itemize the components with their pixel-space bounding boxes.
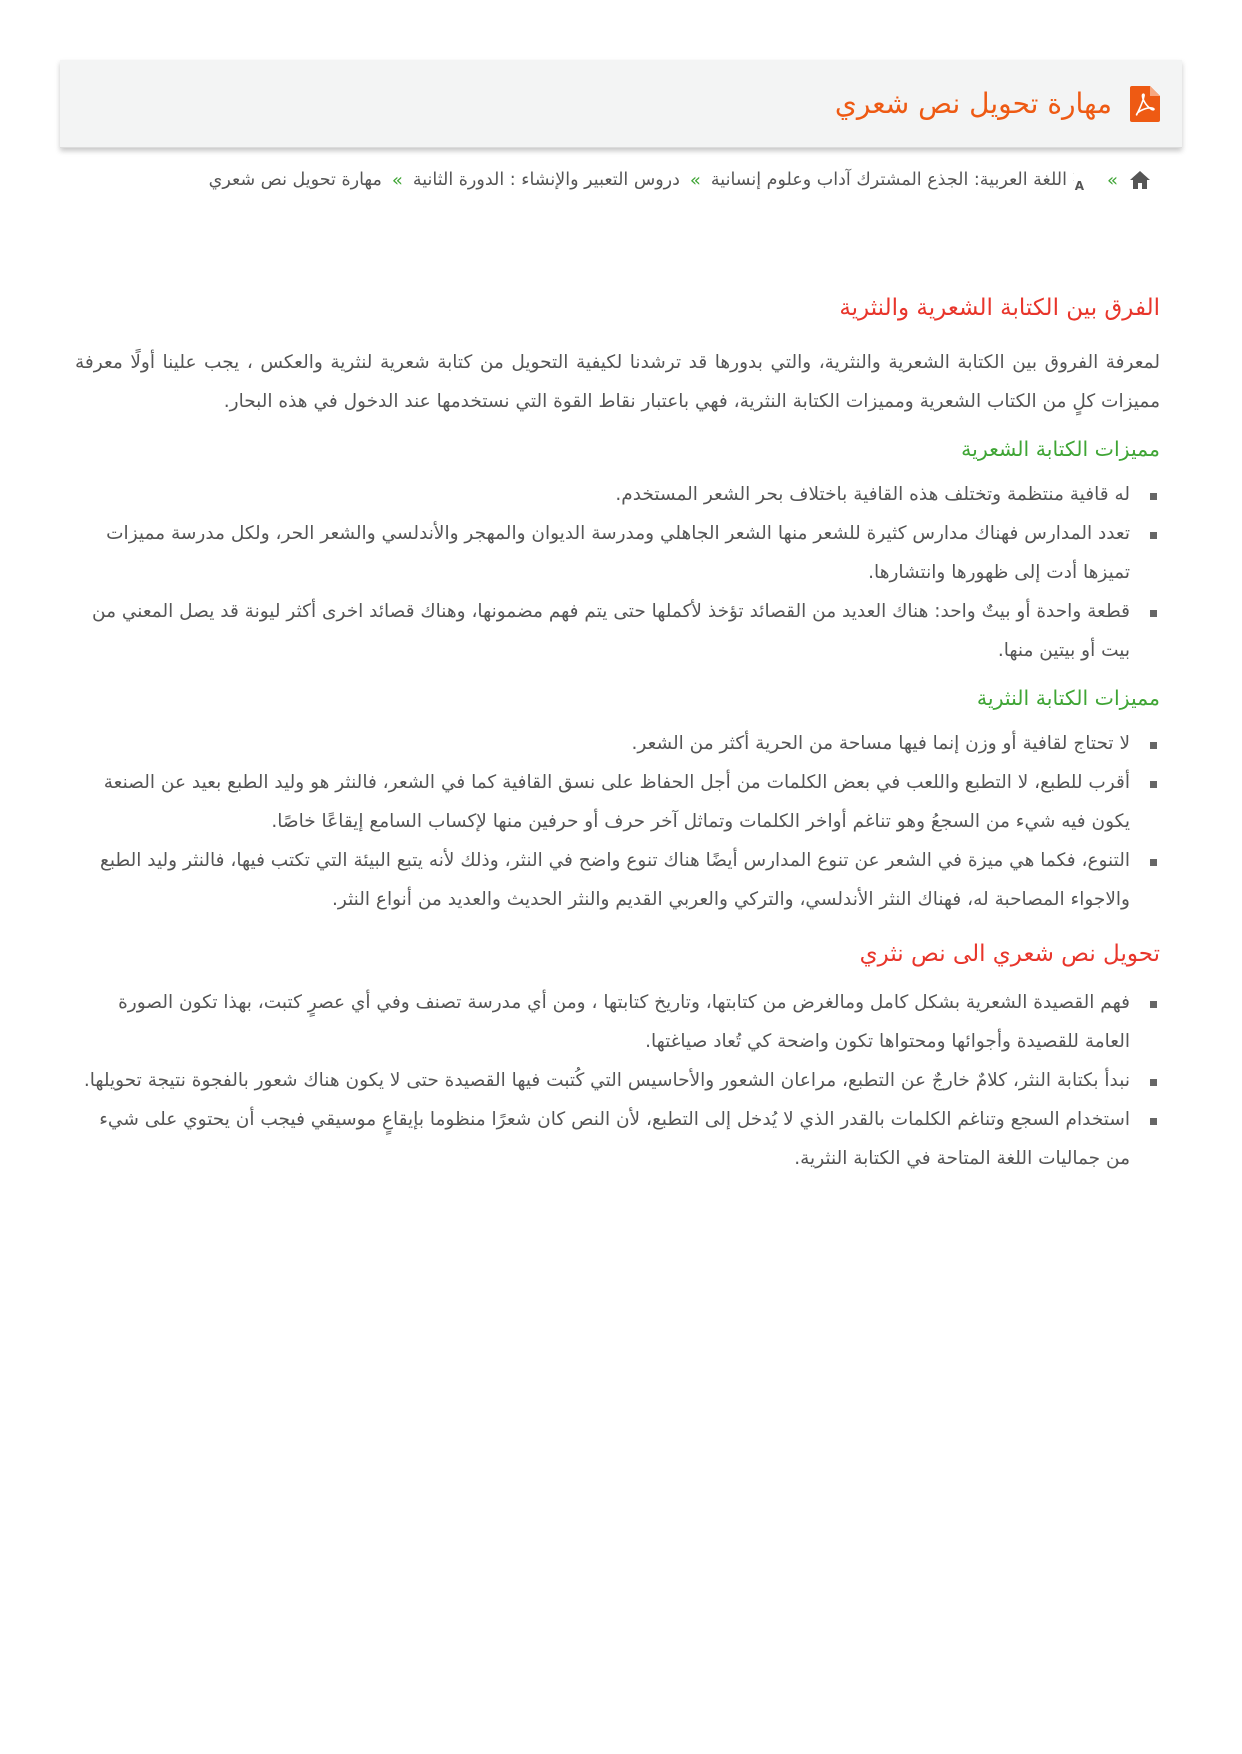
bullet-list xyxy=(75,724,1160,919)
list-item: استخدام السجع وتناغم الكلمات بالقدر الذي لا يُدخل إلى التطبع، لأن النص كان شعرًا منظوما بإيقاعٍ موسيقي فيجب أن يحتوي على شيء من جماليات اللغة المتاحة في الكتابة النثرية. xyxy=(75,1100,1130,1178)
list-item: فهم القصيدة الشعرية بشكل كامل ومالغرض من كتابتها، وتاريخ كتابتها ، ومن أي مدرسة تصنف وفي أي عصرٍ كتبت، بهذا تكون الصورة العامة للقصيدة وأجوائها ومحتواها تكون واضحة كي تُعاد صياغتها. xyxy=(75,983,1130,1061)
breadcrumb xyxy=(60,168,1152,192)
bullet-list xyxy=(75,983,1160,1178)
subsection-title: مميزات الكتابة النثرية xyxy=(976,686,1160,710)
breadcrumb-separator: » xyxy=(391,169,403,191)
pdf-icon[interactable] xyxy=(1130,86,1160,122)
translate-icon xyxy=(1073,168,1097,192)
article-content xyxy=(75,295,1160,1178)
list-item: التنوع، فكما هي ميزة في الشعر عن تنوع المدارس أيضًا هناك تنوع واضح في النثر، وذلك لأنه يتبع البيئة التي تكتب فيها، فالنثر وليد الطبع والاجواء المصاحبة له، فهناك النثر الأندلسي، والتركي والعربي القديم والنثر الحديث والعديد من أنواع النثر. xyxy=(75,841,1130,919)
page-title: مهارة تحويل نص شعري xyxy=(834,87,1112,120)
page-header xyxy=(60,60,1182,148)
intro-paragraph: لمعرفة الفروق بين الكتابة الشعرية والنثرية، والتي بدورها قد ترشدنا لكيفية التحويل من كتابة شعرية لنثرية والعكس ، يجب علينا أولًا معرفة مميزات كلٍ من الكتاب الشعرية ومميزات الكتابة النثرية، فهي باعتبار نقاط القوة التي نستخدمها عند الدخول في هذه البحار. xyxy=(75,352,1160,412)
section-title: الفرق بين الكتابة الشعرية والنثرية xyxy=(839,295,1160,321)
list-item: تعدد المدارس فهناك مدارس كثيرة للشعر منها الشعر الجاهلي ومدرسة الديوان والمهجر والأندلسي والشعر الحر، ولكل مدرسة مميزات تميزها أدت إلى ظهورها وانتشارها. xyxy=(75,514,1130,592)
list-item: أقرب للطبع، لا التطبع واللعب في بعض الكلمات من أجل الحفاظ على نسق القافية كما في الشعر، فالنثر هو وليد الطبع بعيد عن الصنعة يكون فيه شيء من السجعُ وهو تناغم أواخر الكلمات وتماثل آخر حرف أو حرفين منها لإكساب السامع إيقاعًا خاصًا. xyxy=(75,763,1130,841)
subsection-title: مميزات الكتابة الشعرية xyxy=(961,437,1160,461)
list-item: له قافية منتظمة وتختلف هذه القافية باختلاف بحر الشعر المستخدم. xyxy=(75,475,1130,514)
breadcrumb-separator: » xyxy=(689,169,701,191)
breadcrumb-item-category[interactable]: اللغة العربية: الجذع المشترك آداب وعلوم إنسانية xyxy=(710,170,1067,190)
bullet-list xyxy=(75,475,1160,670)
breadcrumb-item-current: مهارة تحويل نص شعري xyxy=(208,170,382,190)
section-title: تحويل نص شعري الى نص نثري xyxy=(859,941,1160,967)
list-item: قطعة واحدة أو بيتٌ واحد: هناك العديد من القصائد تؤخذ لأكملها حتى يتم فهم مضمونها، وهناك قصائد اخرى أكثر ليونة قد يصل المعني من بيت أو بيتين منها. xyxy=(75,592,1130,670)
breadcrumb-item-lessons[interactable]: دروس التعبير والإنشاء : الدورة الثانية xyxy=(412,170,680,190)
svg-text:A: A xyxy=(1074,179,1084,192)
breadcrumb-separator: » xyxy=(1106,169,1118,191)
home-icon[interactable] xyxy=(1128,168,1152,192)
list-item: نبدأ بكتابة النثر، كلامٌ خارجٌ عن التطبع، مراعان الشعور والأحاسيس التي كُتبت فيها القصيدة حتى لا يكون هناك شعور بالفجوة نتيجة تحويلها. xyxy=(75,1061,1130,1100)
list-item: لا تحتاج لقافية أو وزن إنما فيها مساحة من الحرية أكثر من الشعر. xyxy=(75,724,1130,763)
